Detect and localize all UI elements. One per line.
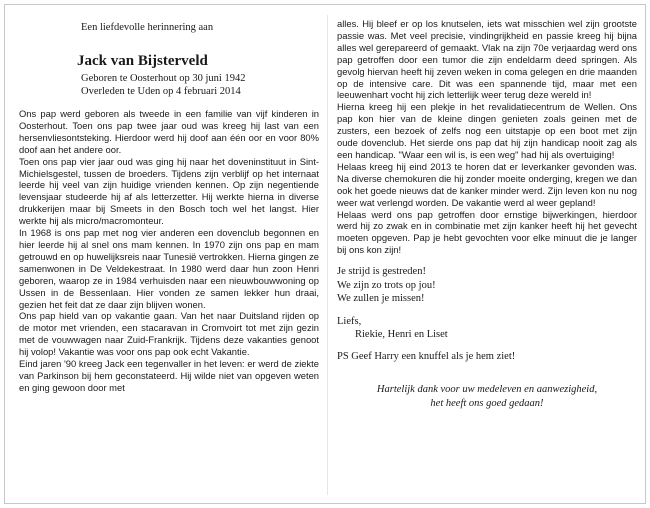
closing-word: Liefs, — [337, 315, 362, 327]
memorial-card — [4, 4, 646, 504]
intro-text: Een liefdevolle herinnering aan — [81, 22, 214, 33]
bio-paragraph: alles. Hij bleef er op los knutselen, iets wat misschien wel zijn grootste passie was. Met veel precisie, vindingrijkheid en passie kreeg hij bijna alles wel gerepareerd of gemaakt. Vlak na zijn 70e verjaardag werd ons pap getroffen door een tumor die zijn endeldarm deed springen. Als gevolg hiervan heeft hij zeven weken in coma gelegen en drie maanden op de intensive care. Dit was een spannende tijd, maar met een leeuwenhart vocht hij zich letterlijk weer terug deze wereld in! — [337, 19, 637, 101]
bio-paragraph: Helaas kreeg hij eind 2013 te horen dat er leverkanker gevonden was. Na diverse chemokuren die hij zonder moeite onderging, kregen we dan ook het goede nieuws dat de kanker minder werd. Zijn leven kon nu nog weer wat verlengd worden. De vakantie werd al weer gepland! — [337, 160, 637, 208]
biography-right — [337, 19, 637, 256]
birth-line: Geboren te Oosterhout op 30 juni 1942 — [81, 73, 246, 84]
left-panel — [19, 19, 319, 495]
bio-paragraph: Ons pap hield van op vakantie gaan. Van het naar Duitsland rijden op de motor met vrienden, een stacaravan in Cromvoirt tot met zijn gezin met de vouwwagen naar Zuid-Frankrijk. Tijdens deze vakanties genoot hij volop! Vakantie was voor ons pap ook echt Vakantie. — [19, 310, 319, 358]
bio-paragraph: Helaas werd ons pap getroffen door ernstige bijwerkingen, hierdoor werd hij zo zwak en in combinatie met zijn kanker heeft hij het gevecht moeten opgeven. Pap je hebt gevochten voor elke minuut die je langer bij ons kon zijn! — [337, 208, 637, 256]
farewell-poem — [337, 265, 637, 306]
biography-left — [19, 108, 319, 394]
bio-paragraph: Ons pap werd geboren als tweede in een familie van vijf kinderen in Oosterhout. Toen ons pap twee jaar oud was kreeg hij last van een hersenvliesontsteking. Hierdoor werd hij doof aan één oor en voor 80% doof aan het andere oor. — [19, 108, 319, 155]
thanks-line: het heeft ons goed gedaan! — [430, 397, 544, 409]
bio-paragraph: In 1968 is ons pap met nog vier anderen een dovenclub begonnen en hier leerde hij al snel ons mam kennen. In 1970 zijn ons pap en mam getrouwd en op huwelijksreis naar Tunesië vertrokken. Hierna gingen ze samenwonen in De Veldekestraat. In 1980 werd daar hun zoon Henri geboren, waarop ze in 1984 verhuisden naar een nieuwbouwwoning op Ussen in de Bessenlaan. Hier vonden ze samen lekker hun draai, gezien het feit dat ze daar zijn blijven wonen. — [19, 227, 319, 310]
poem-line: We zijn zo trots op jou! — [337, 279, 436, 291]
bio-paragraph: Eind jaren '90 kreeg Jack een tegenvaller in het leven: er werd de ziekte van Parkinson bij hem geconstateerd. Hij wilde niet van opgeven weten en ging gewoon door met — [19, 358, 319, 393]
fold-divider — [327, 15, 328, 495]
postscript: PS Geef Harry een knuffel als je hem ziet! — [337, 350, 516, 362]
signoff — [337, 315, 637, 342]
bio-paragraph: Toen ons pap vier jaar oud was ging hij naar het doveninstituut in Sint-Michielsgestel, tussen de broeders. Tijdens zijn verblijf op het internaat leerde hij veel van zijn huidige vrienden kennen. Op zijn negentiende levensjaar studeerde hij af als letterzetter. Hij werkte hierna in diverse drukkerijen maar bij Smeets in den Bosch toch wel het langst. Hier werkte hij als micro/macromonteur. — [19, 155, 319, 227]
poem-line: Je strijd is gestreden! — [337, 266, 426, 278]
life-dates — [19, 72, 319, 98]
thanks-message — [337, 383, 637, 410]
bio-paragraph: Hierna kreeg hij een plekje in het revalidatiecentrum de Wellen. Ons pap kon hier van de kleine dingen genieten zoals geinen met de zusters, een bezoek of zelfs nog een uitstapje op een boot met zijn oude dovenclub. Het sierde ons pap dat hij zijn handicap nooit zag als een handicap. "Waar een wil is, is een weg" had hij als overtuiging! — [337, 101, 637, 160]
poem-line: We zullen je missen! — [337, 293, 425, 305]
deceased-name: Jack van Bijsterveld — [77, 53, 208, 69]
signatories: Riekie, Henri en Liset — [355, 329, 448, 341]
right-panel — [337, 19, 637, 495]
thanks-line: Hartelijk dank voor uw medeleven en aanwezigheid, — [376, 384, 598, 396]
death-line: Overleden te Uden op 4 februari 2014 — [81, 86, 241, 97]
